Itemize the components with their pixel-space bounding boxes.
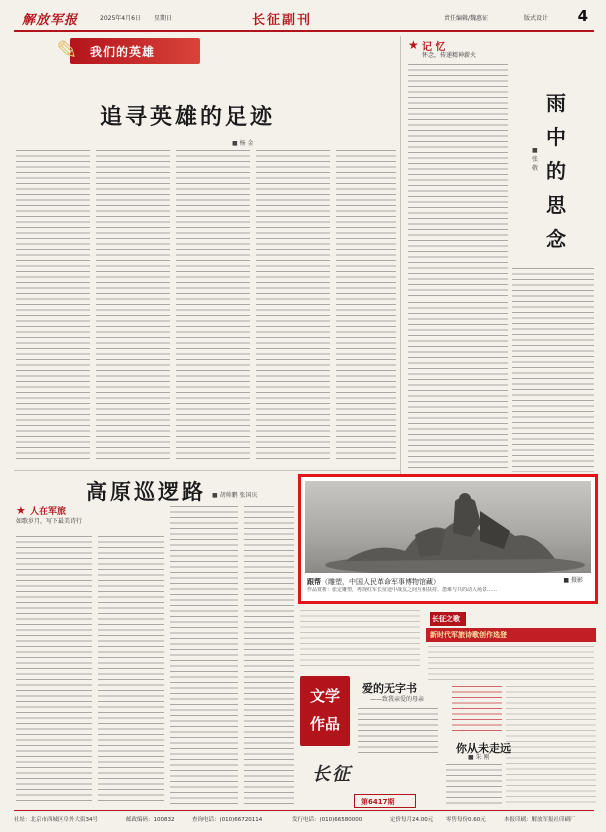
footer [14,813,594,827]
footer-printer: 本报印刷：解放军报社印刷厂 [504,817,576,823]
literature-badge [300,676,350,746]
issue-number: 第6417期 [361,798,395,806]
memory-text-mid [408,218,508,298]
photo-title [307,577,440,587]
issue-weekday: 星期日 [154,15,173,22]
rain-essay-author: ■ 张敬 [532,147,539,172]
footer-retail: 零售每份0.60元 [446,817,486,823]
footer-distribution: 发行电话：(010)66580000 [292,817,363,823]
poem-text-left [300,610,420,670]
newspaper-logo: 解放军报 [22,13,79,28]
section-rule-1 [14,470,400,471]
footer-price: 定价每月24.00元 [390,817,434,823]
poem-text-right [506,686,596,806]
plateau-col-3 [170,506,238,804]
poem2-title: 你从未走远 [456,742,511,755]
editor-credit: 责任编辑/魏惠征 [444,15,489,22]
main-article-col-4 [256,150,330,460]
masthead-rule [14,30,594,32]
main-article-author: ■ 杨 金 [232,140,254,147]
issue-box [354,794,416,808]
poem2-text [446,764,502,804]
right-poem-text [428,646,594,684]
memory-column [404,36,594,476]
star-icon: ★ [16,504,26,517]
footer-rule [14,810,594,811]
sculpture-photo [305,481,591,573]
section-title: 长征副刊 [252,13,313,28]
main-article-title: 追寻英雄的足迹 [100,104,276,130]
issue-date: 2025年4月6日 [100,15,141,22]
main-article-col-5 [336,150,396,460]
photo-title-paren: （雕塑，中国人民革命军事博物馆藏） [321,578,440,586]
literature-label: 文学作品 [309,687,340,733]
people-tag: 人在军旅 [30,507,67,517]
plateau-col-1 [16,536,92,804]
poem2-author: ■ 朱 刚 [468,754,490,761]
red-poem-text [452,686,502,734]
banner-label: 我们的英雄 [90,45,156,59]
memory-subtitle: 怀念，传递精神薪火 [422,52,477,59]
memory-tag: 记 忆 [422,42,446,53]
footer-address: 社址：北京市西城区阜外大街34号 [14,817,98,823]
people-column [16,504,106,534]
poem1-text [358,708,438,756]
footer-postcode: 邮政编码：100832 [126,817,175,823]
photo-caption: 作品赏析：张定雕塑，再现红军长征途中战友之间互相扶持、患难与共的动人场景…… [307,587,498,593]
masthead [14,6,594,30]
main-article-col-1 [16,150,90,460]
banner-flourish: ✎ [56,36,78,66]
plateau-article-author: ■ 胡帅鹏 张国庆 [212,492,258,499]
footer-phone: 查询电话：(010)66720114 [192,817,263,823]
series-label: 长征之歌 [432,615,460,623]
plateau-col-4 [244,506,294,804]
right-poem-banner [426,628,596,642]
plateau-col-2 [98,536,164,804]
main-article-col-3 [176,150,250,460]
rain-essay-title: 雨中的思念 [546,91,566,251]
poem1-subtitle: ——致我亲爱的母亲 [370,696,425,703]
rain-essay-text [512,268,594,472]
calligraphy-signature: 长征 [312,764,352,785]
sculpture-image [305,481,591,573]
star-icon: ★ [408,38,419,52]
memory-text-top [408,64,508,214]
photo-highlight-frame [298,474,598,604]
column-banner [56,36,200,66]
people-subtitle: 如歌岁月，写下最美诗行 [16,518,83,525]
page-number: 4 [577,7,588,25]
memory-text-lower [408,302,508,472]
main-article-col-2 [96,150,170,460]
designer-credit: 版式设计 [524,15,549,22]
right-poem-title: 新时代军旅诗歌创作选登 [430,631,507,639]
poetry-series-badge [430,612,466,626]
right-column-divider [400,36,401,476]
photo-photographer: ■ 摄影 [563,577,583,584]
poem1-title: 爱的无字书 [362,682,417,695]
photo-title-main: 跟帮 [307,578,321,586]
plateau-article-title: 高原巡逻路 [86,479,206,504]
